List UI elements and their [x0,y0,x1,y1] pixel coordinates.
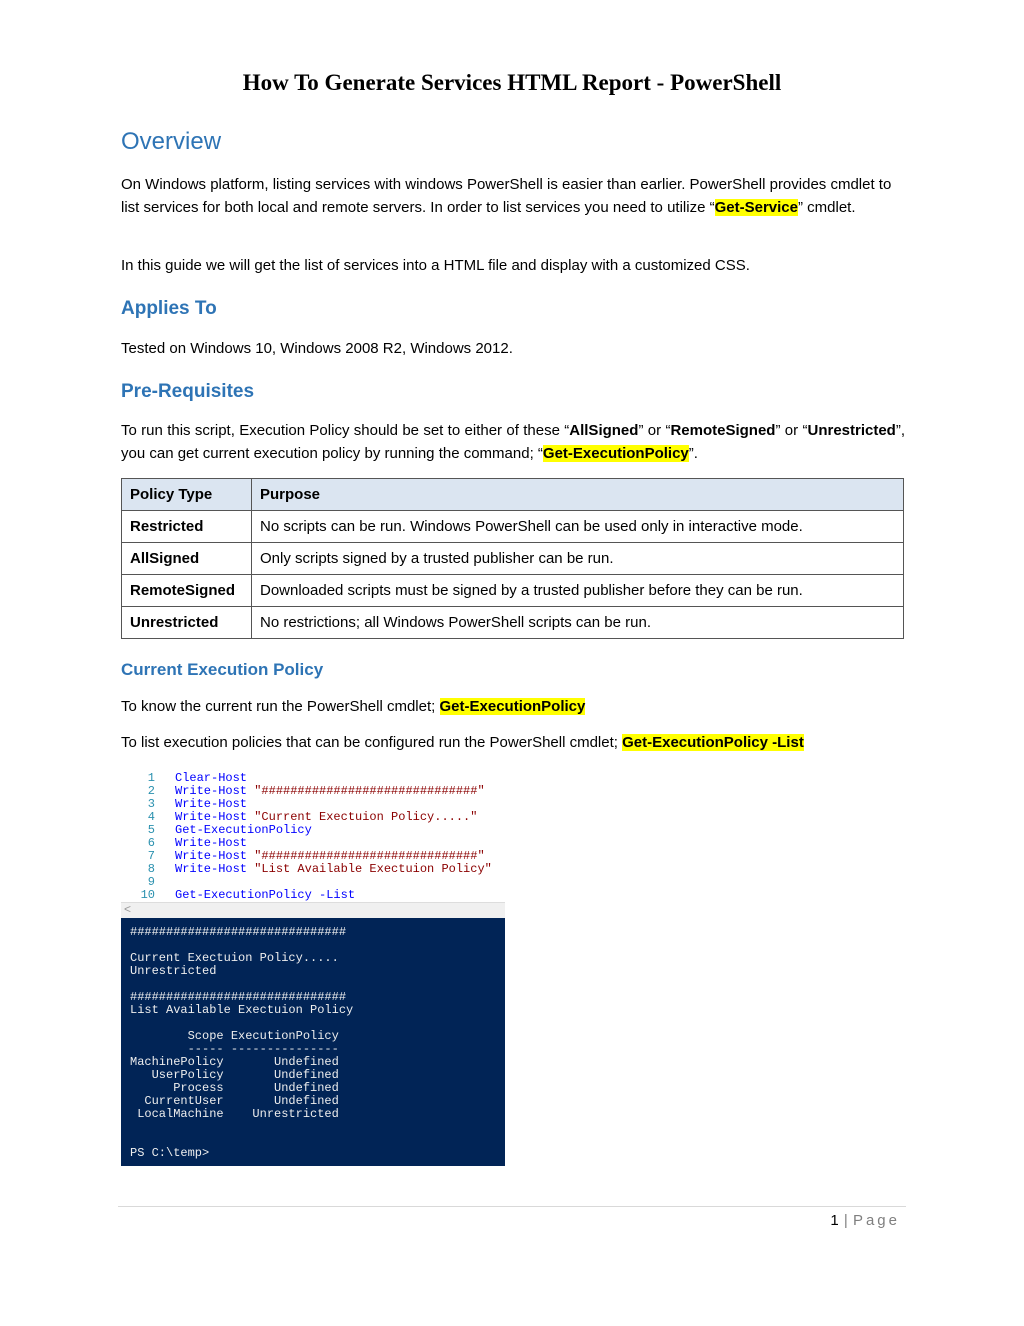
console-line: List Available Exectuion Policy [130,1003,354,1017]
purpose-cell: No restrictions; all Windows PowerShell scripts can be run. [252,607,904,639]
purpose-cell: Only scripts signed by a trusted publisher can be run. [252,543,904,575]
page-number: 1 [830,1212,840,1229]
purpose-cell: No scripts can be run. Windows PowerShell can be used only in interactive mode. [252,511,904,543]
console-line: Current Exectuion Policy..... [130,951,339,965]
current-policy-line-2: To list execution policies that can be configured run the PowerShell cmdlet; Get-ExecutionPolicy -List [121,734,804,751]
page-label: Page [852,1212,900,1229]
get-executionpolicy-highlight: Get-ExecutionPolicy [542,444,689,462]
table-row [122,575,904,607]
code-cmdlet: Clear-Host [175,771,248,785]
console-line: UserPolicy Undefined [130,1068,339,1082]
console-line: MachinePolicy Undefined [130,1055,339,1069]
table-header-row [122,479,904,511]
line-number: 4 [147,810,155,824]
console-line: Process Undefined [130,1081,339,1095]
line-number: 5 [147,823,155,837]
table-row [122,607,904,639]
code-cmdlet: Get-ExecutionPolicy [175,888,312,902]
current-execution-policy-heading: Current Execution Policy [121,660,324,679]
column-header-policy-type: Policy Type [122,479,252,511]
policy-type-cell: Unrestricted [122,607,252,639]
overview-paragraph-2: In this guide we will get the list of services into a HTML file and display with a customized CSS. [121,257,750,274]
console-line: CurrentUser Undefined [130,1094,339,1108]
policy-type-cell: AllSigned [122,543,252,575]
line-number: 2 [147,784,155,798]
document-title: How To Generate Services HTML Report - PowerShell [242,70,782,95]
table-row [122,511,904,543]
current-policy-line-1: To know the current run the PowerShell cmdlet; Get-ExecutionPolicy [121,698,586,715]
console-line: ----- --------------- [130,1042,339,1056]
applies-to-heading: Applies To [121,298,217,319]
code-cmdlet: Write-Host [175,862,248,876]
code-cmdlet: Get-ExecutionPolicy [175,823,312,837]
policy-table [121,478,904,639]
code-string: "##############################" [247,849,485,863]
line-number: 8 [147,862,155,876]
script-editor-pane [121,768,505,902]
code-string: "Current Exectuion Policy....." [247,810,478,824]
console-line: Scope ExecutionPolicy [130,1029,339,1043]
console-line: LocalMachine Unrestricted [130,1107,339,1121]
console-line: ############################## [130,990,347,1004]
prerequisites-heading: Pre-Requisites [121,381,255,402]
code-line [121,863,492,876]
console-line: PS C:\temp> [130,1146,210,1160]
table-row [122,543,904,575]
code-parameter: -List [311,888,356,902]
overview-heading: Overview [121,128,222,155]
line-number: 7 [147,849,155,863]
code-cmdlet: Write-Host [175,810,248,824]
line-number: 1 [147,771,155,785]
scroll-left-icon[interactable]: < [124,902,132,916]
console-output-pane [121,918,505,1166]
prerequisites-paragraph: To run this script, Execution Policy should be set to either of these “AllSigned” or “RemoteSigned” or “Unrestricted”, you can get current execution policy by running the command; “Get-ExecutionPolicy”. [121,422,906,462]
line-number: 6 [147,836,155,850]
get-executionpolicy-highlight: Get-ExecutionPolicy [439,698,586,715]
applies-to-text: Tested on Windows 10, Windows 2008 R2, Windows 2012. [121,340,513,357]
console-line: Unrestricted [130,964,217,978]
code-cmdlet: Write-Host [175,836,248,850]
console-line [130,1121,505,1134]
code-string: "List Available Exectuion Policy" [247,862,492,876]
powershell-screenshot [121,768,505,1166]
console-line: ############################## [130,925,347,939]
code-line [121,889,492,902]
column-header-purpose: Purpose [252,479,904,511]
line-number: 9 [147,875,155,889]
page-footer [830,1212,900,1229]
code-cmdlet: Write-Host [175,797,248,811]
line-number: 3 [147,797,155,811]
purpose-cell: Downloaded scripts must be signed by a trusted publisher before they can be run. [252,575,904,607]
code-cmdlet: Write-Host [175,849,248,863]
code-cmdlet: Write-Host [175,784,248,798]
line-number: 10 [140,888,155,902]
get-service-highlight: Get-Service [714,198,798,216]
overview-paragraph-1: On Windows platform, listing services with windows PowerShell is easier than earlier. PowerShell provides cmdlet to list services for both local and remote servers. In order to list services you need to utilize “Get-Service” cmdlet. [121,176,892,216]
footer-divider [118,1206,906,1207]
get-executionpolicy-list-highlight: Get-ExecutionPolicy -List [622,734,804,751]
policy-type-cell: RemoteSigned [122,575,252,607]
script-code-lines [121,772,492,902]
footer-separator: | [843,1212,849,1229]
horizontal-scrollbar[interactable] [121,902,505,918]
code-string: "##############################" [247,784,485,798]
policy-type-cell: Restricted [122,511,252,543]
